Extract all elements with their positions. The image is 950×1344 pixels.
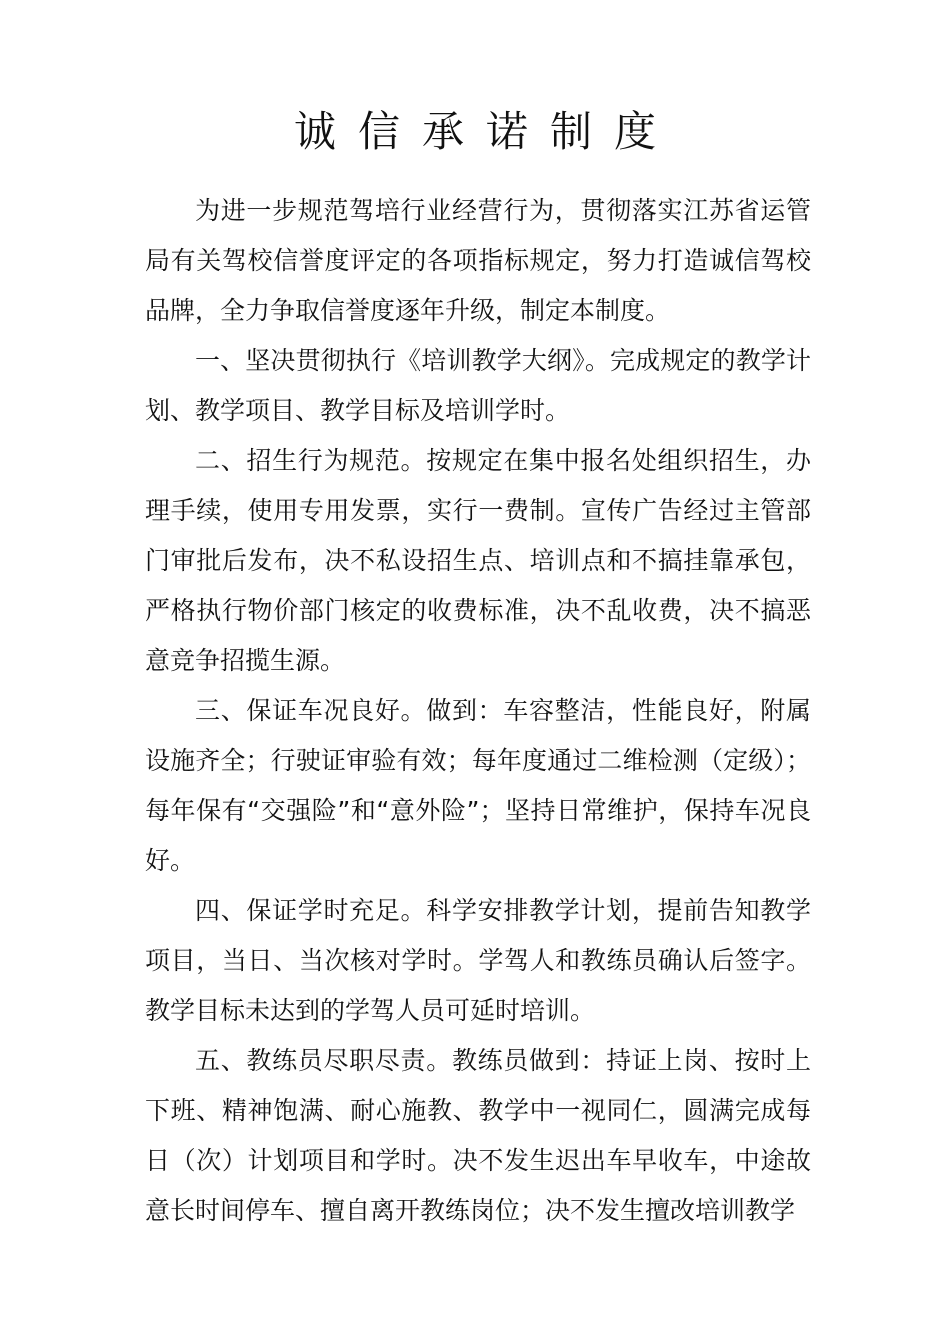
document-title: 诚信承诺制度 xyxy=(293,107,678,156)
clause-1-paragraph: 一、坚决贯彻执行《培训教学大纲》。完成规定的教学计划、教学项目、教学目标及培训学时。 xyxy=(145,346,811,425)
clause-3-paragraph: 三、保证车况良好。做到：车容整洁，性能良好，附属设施齐全；行驶证审验有效；每年度通过二维检测（定级）；每年保有“交强险”和“意外险”；坚持日常维护，保持车况良好。 xyxy=(145,696,811,875)
document-body xyxy=(145,186,811,1236)
clause-5-paragraph: 五、教练员尽职尽责。教练员做到：持证上岗、按时上下班、精神饱满、耐心施教、教学中一视同仁，圆满完成每日（次）计划项目和学时。决不发生迟出车早收车，中途故意长时间停车、擅自离开教练岗位；决不发生擅改培训教学 xyxy=(145,1046,811,1225)
clause-4-paragraph: 四、保证学时充足。科学安排教学计划，提前告知教学项目，当日、当次核对学时。学驾人和教练员确认后签字。教学目标未达到的学驾人员可延时培训。 xyxy=(145,896,811,1025)
intro-paragraph: 为进一步规范驾培行业经营行为，贯彻落实江苏省运管局有关驾校信誉度评定的各项指标规定，努力打造诚信驾校品牌，全力争取信誉度逐年升级，制定本制度。 xyxy=(145,196,811,325)
clause-2-paragraph: 二、招生行为规范。按规定在集中报名处组织招生，办理手续，使用专用发票，实行一费制。宣传广告经过主管部门审批后发布，决不私设招生点、培训点和不搞挂靠承包，严格执行物价部门核定的收费标准，决不乱收费，决不搞恶意竞争招揽生源。 xyxy=(145,446,811,675)
